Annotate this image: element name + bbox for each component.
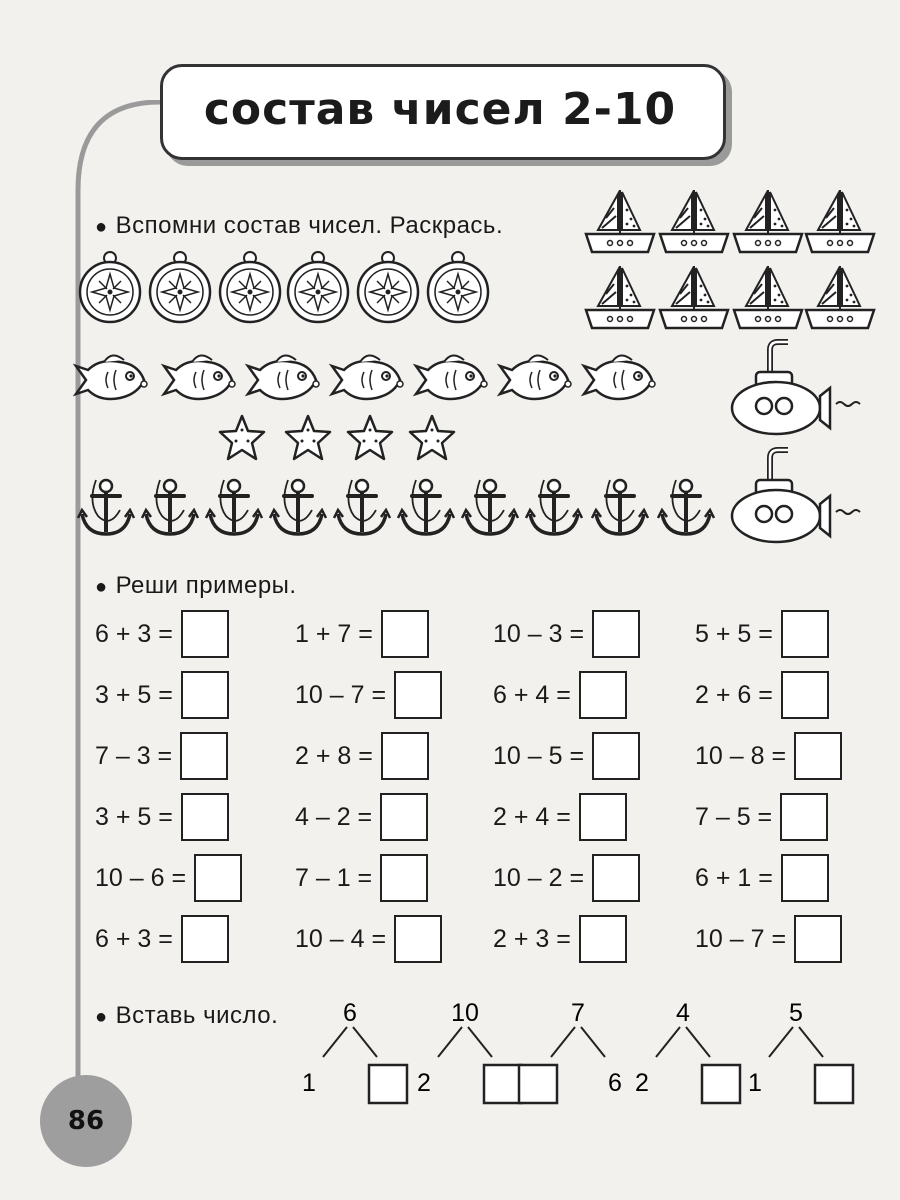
- answer-box[interactable]: [579, 793, 627, 841]
- example-expression: 6 + 4 =: [493, 680, 571, 709]
- tree-right-number: 6: [608, 1069, 622, 1097]
- example-expression: 10 – 6 =: [95, 863, 187, 892]
- answer-box[interactable]: [794, 732, 842, 780]
- example-1-2: [295, 610, 429, 658]
- example-2-1: [95, 671, 229, 719]
- answer-box[interactable]: [380, 793, 428, 841]
- example-expression: 2 + 4 =: [493, 802, 571, 831]
- instruction-solve: ● Реши примеры.: [95, 572, 297, 599]
- answer-box[interactable]: [579, 671, 627, 719]
- example-expression: 10 – 8 =: [695, 741, 787, 770]
- example-expression: 6 + 3 =: [95, 924, 173, 953]
- answer-box[interactable]: [194, 854, 242, 902]
- example-expression: 2 + 6 =: [695, 680, 773, 709]
- tree-top-number: 7: [571, 999, 585, 1027]
- example-2-4: [695, 671, 829, 719]
- example-3-3: [493, 732, 640, 780]
- examples-grid: [95, 610, 865, 980]
- answer-box[interactable]: [780, 793, 828, 841]
- answer-box[interactable]: [781, 671, 829, 719]
- example-expression: 10 – 3 =: [493, 619, 585, 648]
- example-4-3: [493, 793, 627, 841]
- example-5-3: [493, 854, 640, 902]
- fish-row: [76, 355, 655, 399]
- answer-box[interactable]: [381, 732, 429, 780]
- tree-top-number: 10: [451, 999, 479, 1027]
- number-tree-5: [731, 995, 861, 1105]
- compass-row: [80, 252, 488, 322]
- example-expression: 10 – 7 =: [695, 924, 787, 953]
- example-6-2: [295, 915, 442, 963]
- example-4-1: [95, 793, 229, 841]
- example-5-2: [295, 854, 428, 902]
- example-expression: 2 + 3 =: [493, 924, 571, 953]
- example-expression: 6 + 3 =: [95, 619, 173, 648]
- example-6-4: [695, 915, 842, 963]
- tree-left-answer-box[interactable]: [519, 1065, 557, 1103]
- example-expression: 10 – 5 =: [493, 741, 585, 770]
- tree-right-answer-box[interactable]: [815, 1065, 853, 1103]
- instruction-insert: ● Вставь число.: [95, 1002, 279, 1029]
- tree-top-number: 5: [789, 999, 803, 1027]
- page-title: состав чисел 2-10: [203, 83, 677, 135]
- anchor-row: [78, 480, 714, 534]
- answer-box[interactable]: [579, 915, 627, 963]
- example-expression: 4 – 2 =: [295, 802, 373, 831]
- answer-box[interactable]: [781, 854, 829, 902]
- tree-left-number: 2: [635, 1069, 649, 1097]
- tree-top-number: 4: [676, 999, 690, 1027]
- example-3-4: [695, 732, 842, 780]
- example-5-1: [95, 854, 242, 902]
- example-expression: 7 – 1 =: [295, 863, 373, 892]
- instruction-insert-text: Вставь число.: [115, 1002, 279, 1029]
- answer-box[interactable]: [181, 671, 229, 719]
- answer-box[interactable]: [180, 732, 228, 780]
- starfish-row: [220, 416, 454, 459]
- instruction-solve-text: Реши примеры.: [115, 572, 297, 599]
- example-2-2: [295, 671, 442, 719]
- example-expression: 7 – 3 =: [95, 741, 173, 770]
- example-expression: 10 – 7 =: [295, 680, 387, 709]
- answer-box[interactable]: [181, 793, 229, 841]
- instruction-color-text: Вспомни состав чисел. Раскрась.: [115, 212, 504, 239]
- example-expression: 1 + 7 =: [295, 619, 373, 648]
- example-6-1: [95, 915, 229, 963]
- example-2-3: [493, 671, 627, 719]
- answer-box[interactable]: [592, 732, 640, 780]
- example-expression: 3 + 5 =: [95, 680, 173, 709]
- number-tree-1: [285, 995, 415, 1105]
- answer-box[interactable]: [380, 854, 428, 902]
- answer-box[interactable]: [592, 854, 640, 902]
- example-expression: 7 – 5 =: [695, 802, 773, 831]
- page-number: 86: [67, 1106, 105, 1136]
- submarine-1: [732, 342, 860, 434]
- example-expression: 2 + 8 =: [295, 741, 373, 770]
- instruction-color: ● Вспомни состав чисел. Раскрась.: [95, 212, 504, 239]
- example-expression: 10 – 4 =: [295, 924, 387, 953]
- example-5-4: [695, 854, 829, 902]
- example-4-4: [695, 793, 828, 841]
- number-tree-4: [618, 995, 748, 1105]
- example-4-2: [295, 793, 428, 841]
- example-3-2: [295, 732, 429, 780]
- answer-box[interactable]: [181, 610, 229, 658]
- answer-box[interactable]: [781, 610, 829, 658]
- answer-box[interactable]: [181, 915, 229, 963]
- tree-left-number: 2: [417, 1069, 431, 1097]
- answer-box[interactable]: [394, 915, 442, 963]
- answer-box[interactable]: [794, 915, 842, 963]
- example-1-1: [95, 610, 229, 658]
- submarine-2: [732, 450, 860, 542]
- example-6-3: [493, 915, 627, 963]
- answer-box[interactable]: [592, 610, 640, 658]
- number-tree-2: [400, 995, 530, 1105]
- number-trees: [300, 995, 860, 1105]
- example-1-3: [493, 610, 640, 658]
- sailboat-row-1: [586, 190, 874, 252]
- answer-box[interactable]: [394, 671, 442, 719]
- example-1-4: [695, 610, 829, 658]
- example-expression: 6 + 1 =: [695, 863, 773, 892]
- example-3-1: [95, 732, 228, 780]
- example-expression: 3 + 5 =: [95, 802, 173, 831]
- example-expression: 5 + 5 =: [695, 619, 773, 648]
- tree-left-number: 1: [302, 1069, 316, 1097]
- example-expression: 10 – 2 =: [493, 863, 585, 892]
- tree-top-number: 6: [343, 999, 357, 1027]
- sailboat-row-2: [586, 266, 874, 328]
- answer-box[interactable]: [381, 610, 429, 658]
- coloring-pictures: [0, 180, 900, 550]
- tree-left-number: 1: [748, 1069, 762, 1097]
